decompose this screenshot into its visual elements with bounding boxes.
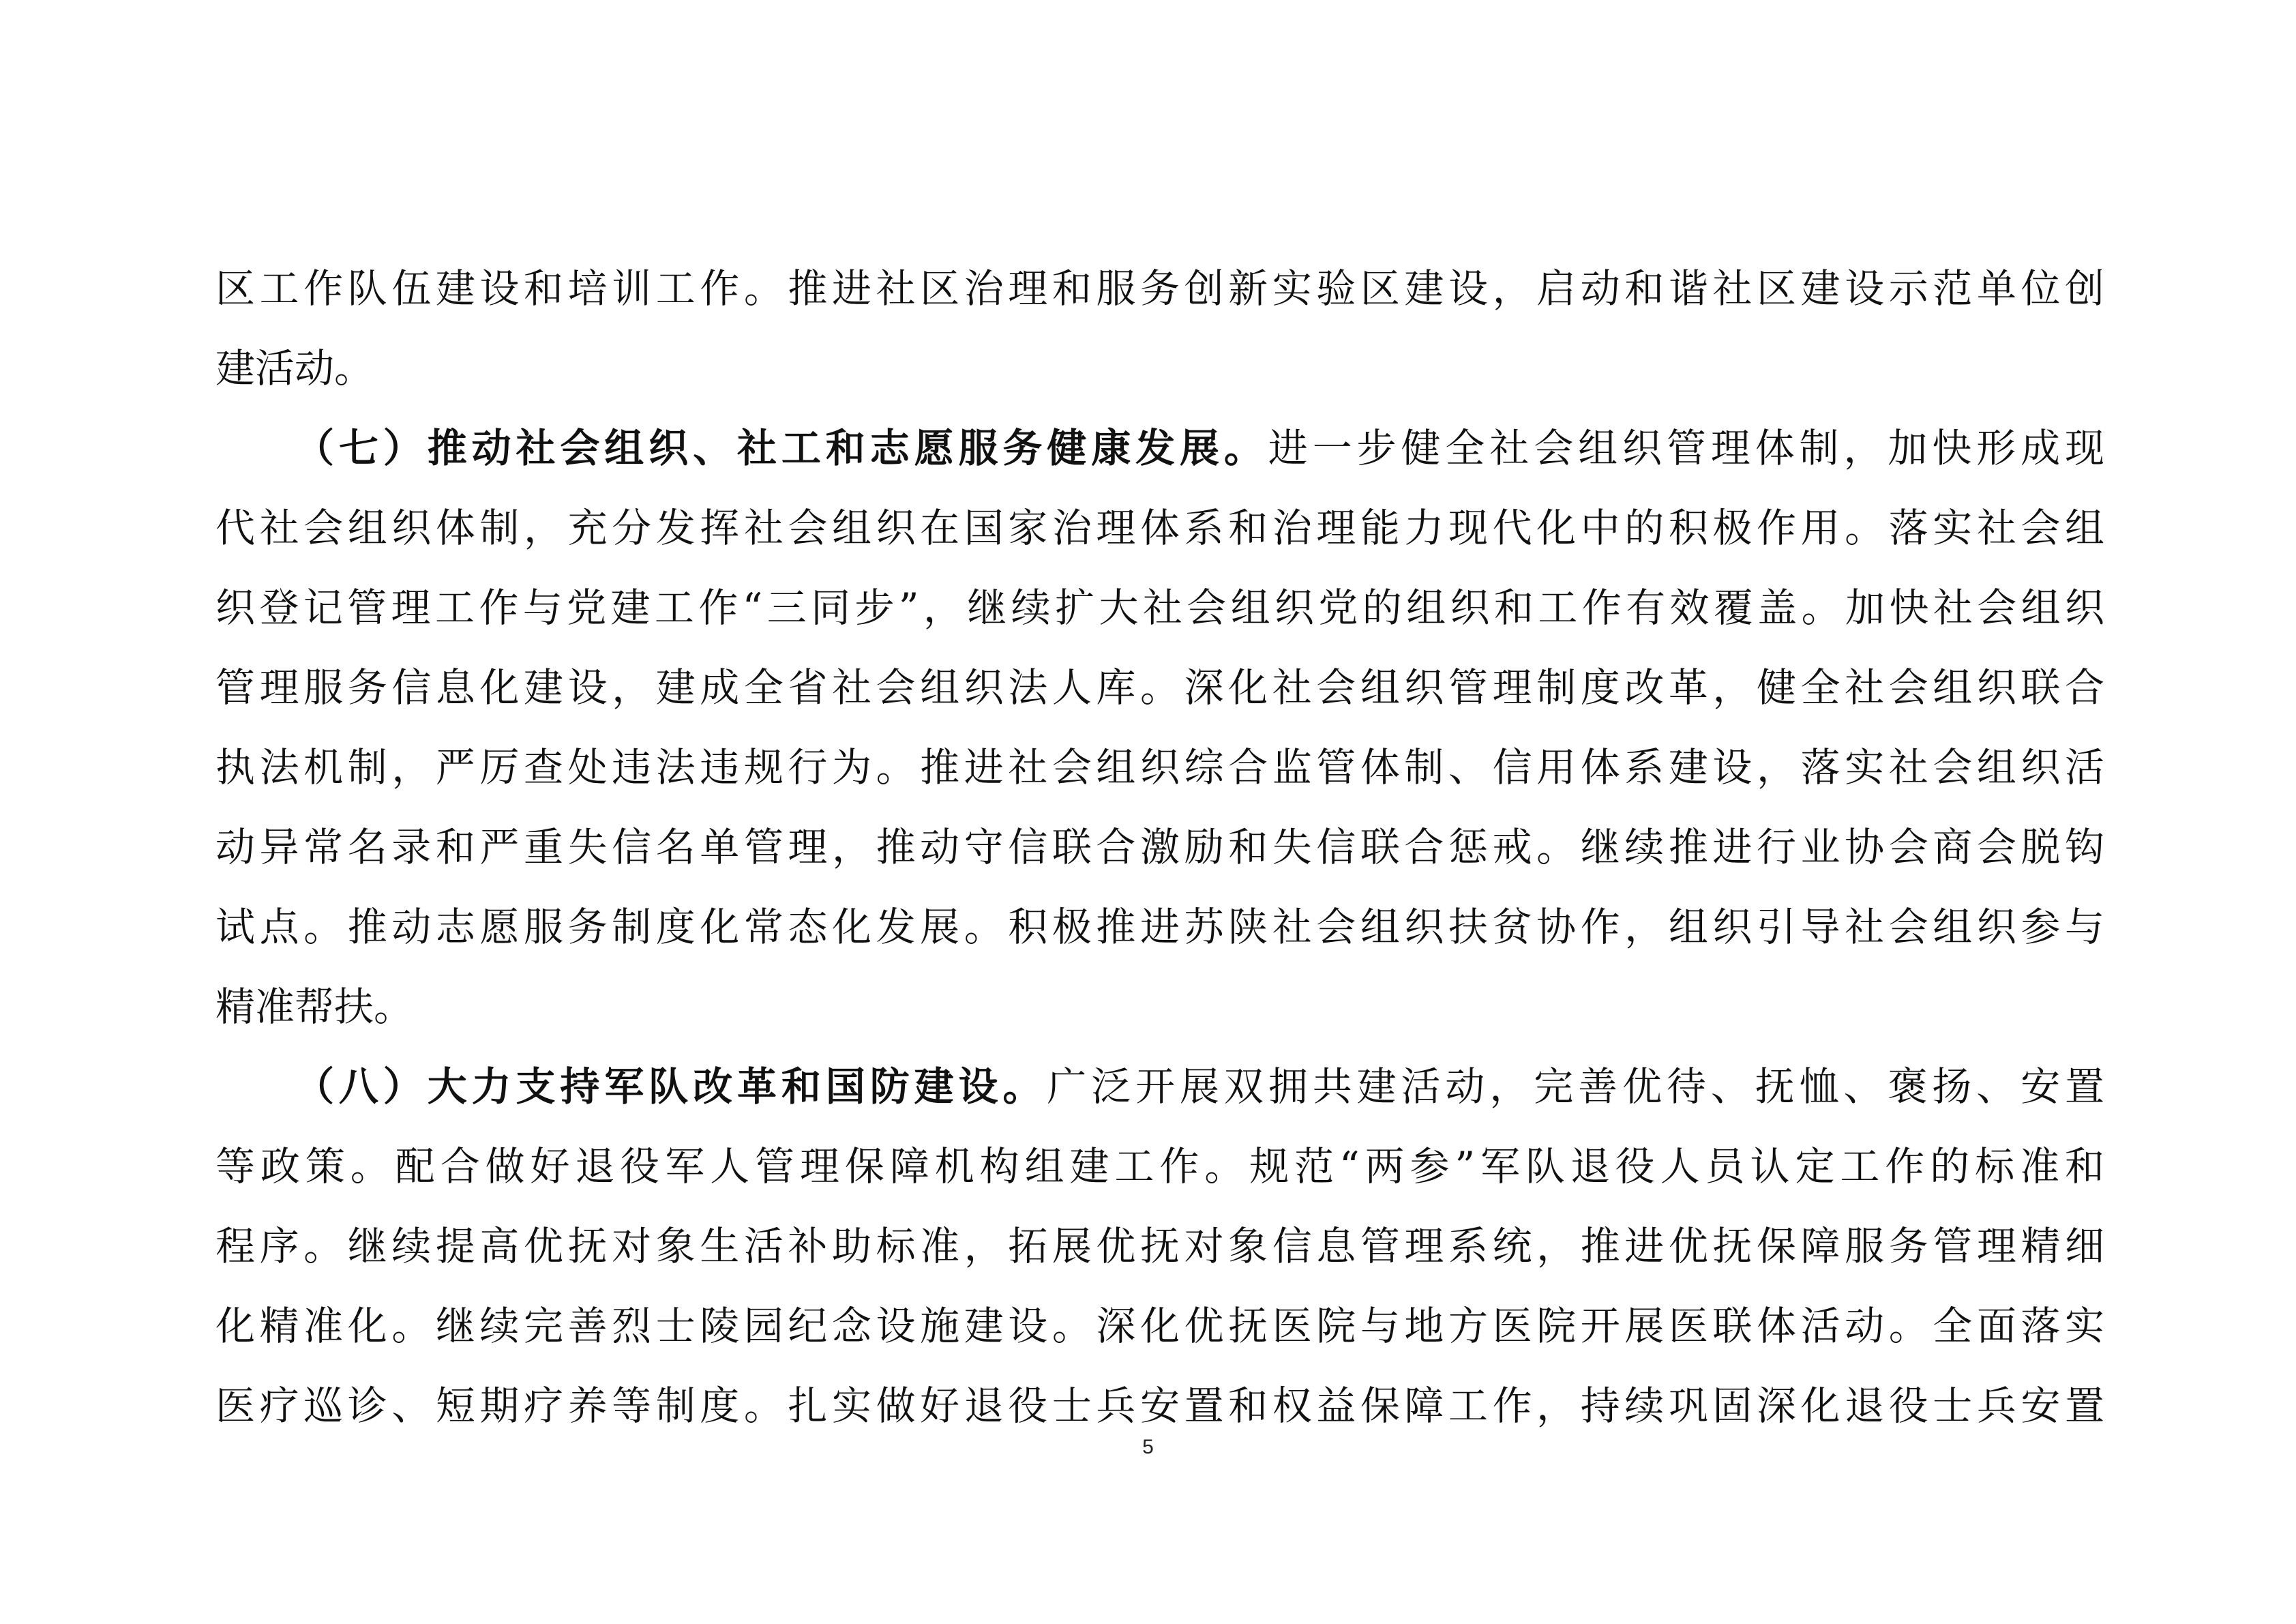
page-number: 5 (1142, 1436, 1154, 1458)
text-line: 医疗巡诊、短期疗养等制度。扎实做好退役士兵安置和权益保障工作，持续巩固深化退役士兵安置 (215, 1383, 2104, 1429)
text-line: 动异常名录和严重失信名单管理，推动守信联合激励和失信联合惩戒。继续推进行业协会商会脱钩 (215, 824, 2104, 870)
text-run: 进一步健全社会组织管理体制，加快形成现 (1268, 425, 2104, 471)
text-line: 执法机制，严厉查处违法违规行为。推进社会组织综合监管体制、信用体系建设，落实社会组织活 (215, 744, 2104, 791)
text-line: 区工作队伍建设和培训工作。推进社区治理和服务创新实验区建设，启动和谐社区建设示范单位创 (215, 265, 2104, 312)
section-heading-8: （八）大力支持军队改革和国防建设。 (295, 1063, 1047, 1110)
text-line: 程序。继续提高优抚对象生活补助标准，拓展优抚对象信息管理系统，推进优抚保障服务管理精细 (215, 1223, 2104, 1269)
text-line: 织登记管理工作与党建工作“三同步”，继续扩大社会组织党的组织和工作有效覆盖。加快社会组织 (215, 585, 2104, 631)
paragraph-first-line (215, 409, 2104, 488)
text-line: 建活动。 (215, 345, 374, 392)
paragraph-first-line (215, 1047, 2104, 1127)
section-heading-7: （七）推动社会组织、社工和志愿服务健康发展。 (295, 425, 1268, 471)
text-run: 广泛开展双拥共建活动，完善优待、抚恤、褒扬、安置 (1047, 1063, 2104, 1110)
text-line: 代社会组织体制，充分发挥社会组织在国家治理体系和治理能力现代化中的积极作用。落实社会组 (215, 505, 2104, 551)
text-line: 管理服务信息化建设，建成全省社会组织法人库。深化社会组织管理制度改革，健全社会组织联合 (215, 664, 2104, 711)
text-line: 等政策。配合做好退役军人管理保障机构组建工作。规范“两参”军队退役人员认定工作的标准和 (215, 1143, 2104, 1190)
body-text (215, 249, 2104, 1446)
text-line: 化精准化。继续完善烈士陵园纪念设施建设。深化优抚医院与地方医院开展医联体活动。全面落实 (215, 1303, 2104, 1349)
text-line: 试点。推动志愿服务制度化常态化发展。积极推进苏陕社会组织扶贫协作，组织引导社会组织参与 (215, 904, 2104, 950)
text-line: 精准帮扶。 (215, 984, 414, 1030)
